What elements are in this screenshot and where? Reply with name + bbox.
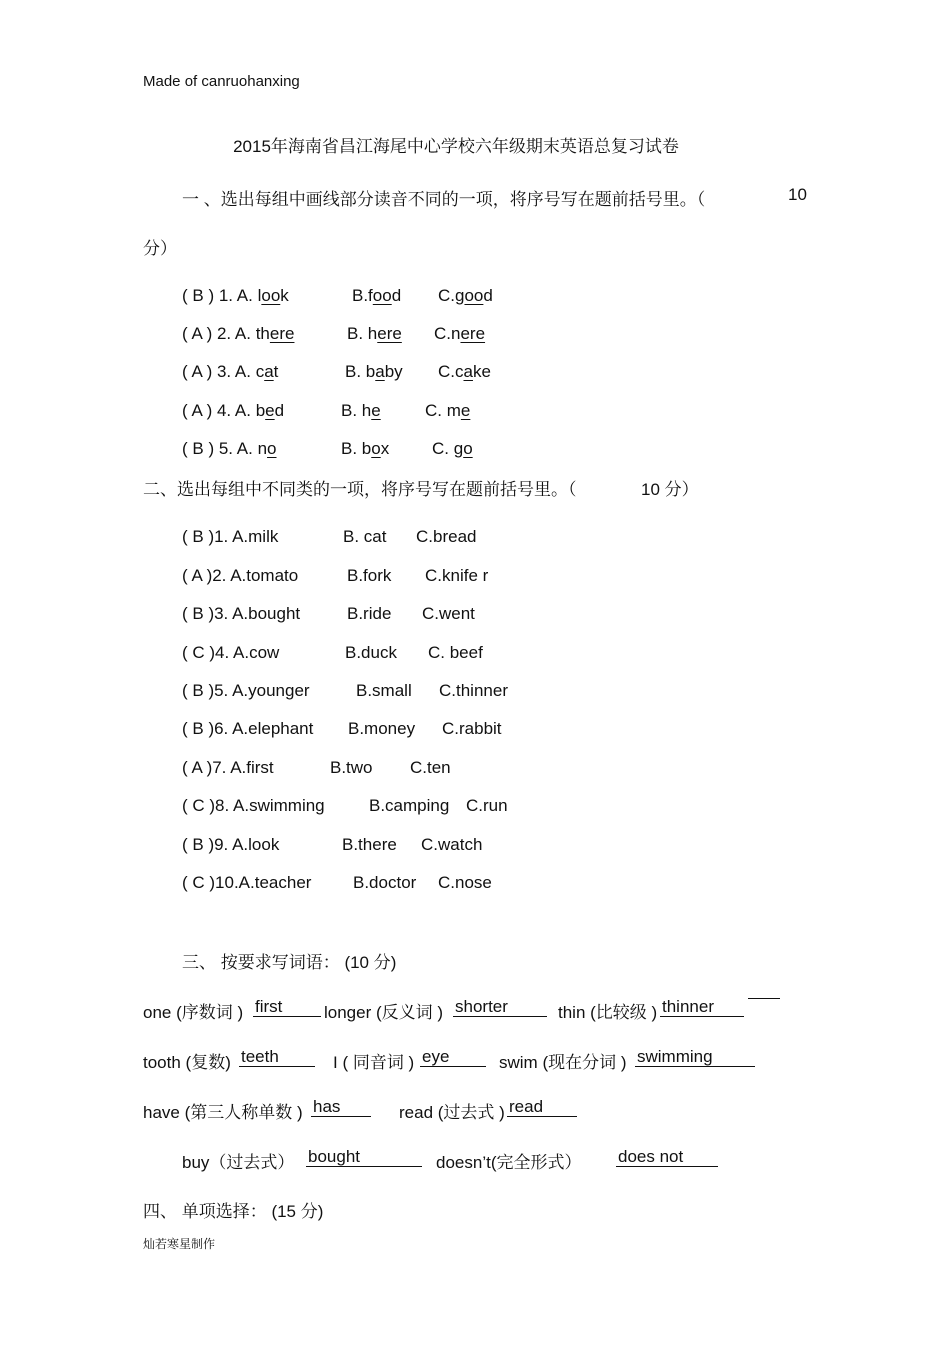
option-a: ( A )2. A.tomato [182,566,299,585]
option-b: B. cat [343,527,387,546]
option-b: B.two [330,758,373,777]
answer-blank: thinner [660,998,744,1017]
option-c: C.cake [438,362,491,381]
option-a: ( A ) 3. A. cat [182,362,279,381]
answer-blank: first [253,998,321,1017]
option-a: ( B )1. A.milk [182,527,279,546]
answer-blank: read [507,1098,577,1117]
option-a: ( B )6. A.elephant [182,719,314,738]
prompt: doesn’t(完全形式） [436,1153,582,1172]
answer-blank: does not [616,1148,718,1167]
answer-blank: swimming [635,1048,755,1067]
option-b: B.money [348,719,416,738]
section4-heading: 四、 单项选择： (15 分) [143,1202,324,1221]
option-c: C.ten [410,758,451,777]
option-b: B.fork [347,566,392,585]
option-a: ( A ) 2. A. there [182,324,295,343]
option-b: B. here [347,324,402,343]
option-a: ( C )10.A.teacher [182,873,312,892]
option-a: ( C )4. A.cow [182,643,280,662]
option-b: B.doctor [353,873,417,892]
prompt: tooth (复数) [143,1053,231,1072]
option-a: ( B )9. A.look [182,835,280,854]
prompt: swim (现在分词 ) [499,1053,627,1072]
option-c: C. me [425,401,471,420]
option-c: C. beef [428,643,483,662]
option-a: ( B )5. A.younger [182,681,310,700]
option-c: C.watch [421,835,483,854]
option-b: B.camping [369,796,450,815]
option-b: B.there [342,835,397,854]
section3-heading: 三、 按要求写词语： (10 分) [182,953,397,972]
option-b: B.ride [347,604,392,623]
page-header: Made of canruohanxing [143,73,300,90]
blank-tail [748,998,780,999]
option-a: ( A )7. A.first [182,758,274,777]
answer-blank: shorter [453,998,547,1017]
option-c: C.bread [416,527,477,546]
prompt: longer (反义词 ) [324,1003,444,1022]
section2-points: 10 分） [641,480,699,499]
section1-heading: 一 、选出每组中画线部分读音不同的一项，将序号写在题前括号里。（ [182,190,706,209]
section1-heading-cont: 分） [143,239,177,258]
option-a: ( B ) 5. A. no [182,439,277,458]
option-c: C.good [438,286,493,305]
option-b: B. box [341,439,390,458]
option-c: C.nere [434,324,486,343]
option-c: C.nose [438,873,492,892]
option-c: C.rabbit [442,719,502,738]
option-b: B.food [352,286,402,305]
option-a: ( B ) 1. A. look [182,286,289,305]
answer-blank: teeth [239,1048,315,1067]
page-title: 2015年海南省昌江海尾中心学校六年级期末英语总复习试卷 [233,137,679,156]
option-b: B. he [341,401,381,420]
prompt: buy（过去式） [182,1153,295,1172]
option-a: ( C )8. A.swimming [182,796,325,815]
option-b: B.small [356,681,412,700]
option-c: C.run [466,796,508,815]
prompt: read (过去式 ) [399,1103,505,1122]
option-b: B.duck [345,643,397,662]
prompt: one (序数词 ) [143,1003,244,1022]
option-c: C. go [432,439,473,458]
page-footer: 灿若寒星制作 [143,1237,216,1251]
option-b: B. baby [345,362,403,381]
option-a: ( A ) 4. A. bed [182,401,285,420]
option-c: C.thinner [439,681,508,700]
section2-heading: 二、选出每组中不同类的一项，将序号写在题前括号里。（ [143,480,577,499]
answer-blank: eye [420,1048,486,1067]
answer-blank: has [311,1098,371,1117]
prompt: I ( 同音词 ) [333,1053,415,1072]
prompt: have (第三人称单数 ) [143,1103,303,1122]
option-c: C.knife r [425,566,489,585]
option-c: C.went [422,604,475,623]
prompt: thin (比较级 ) [558,1003,658,1022]
section1-points: 10 [788,185,807,204]
option-a: ( B )3. A.bought [182,604,301,623]
answer-blank: bought [306,1148,422,1167]
